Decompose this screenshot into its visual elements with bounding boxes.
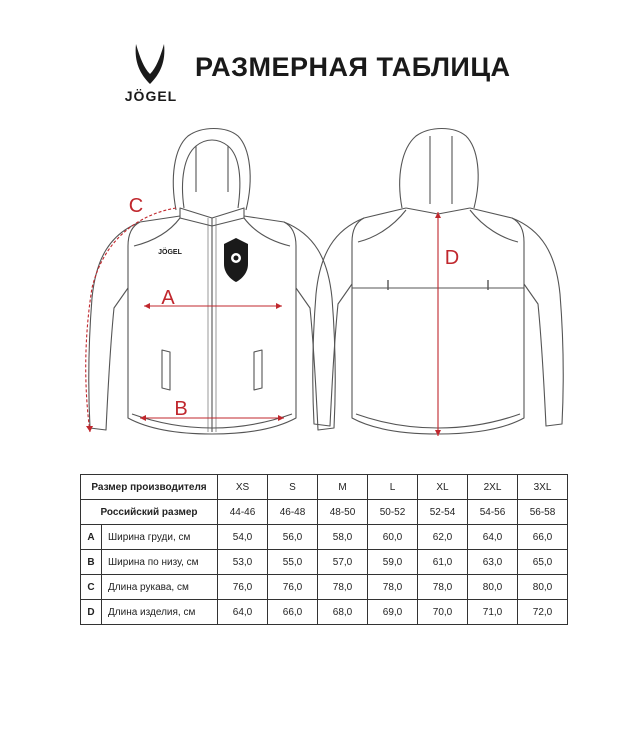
russian-size-cell: 56-58: [518, 500, 568, 525]
russian-size-cell: 48-50: [318, 500, 368, 525]
size-cell: M: [318, 475, 368, 500]
table-cell: 54,0: [218, 525, 268, 550]
front-jacket-outline: [89, 129, 336, 435]
table-cell: 80,0: [468, 575, 518, 600]
table-cell: 66,0: [268, 600, 318, 625]
jacket-drawing: [0, 118, 624, 458]
label-a: A: [161, 287, 175, 309]
size-cell: XS: [218, 475, 268, 500]
size-cell: S: [268, 475, 318, 500]
table-cell: 61,0: [418, 550, 468, 575]
size-table: [80, 474, 568, 625]
label-b: B: [174, 398, 188, 420]
emblem-icon: [224, 238, 248, 282]
row-code: B: [81, 550, 102, 575]
brand-name: JÖGEL: [124, 88, 178, 104]
row-name: Длина изделия, см: [102, 600, 218, 625]
russian-size-cell: 54-56: [468, 500, 518, 525]
table-cell: 72,0: [518, 600, 568, 625]
table-cell: 78,0: [368, 575, 418, 600]
table-row: [81, 575, 568, 600]
russian-size-cell: 46-48: [268, 500, 318, 525]
table-cell: 62,0: [418, 525, 468, 550]
row-name: Ширина груди, см: [102, 525, 218, 550]
table-cell: 76,0: [268, 575, 318, 600]
russian-size-row: [81, 500, 568, 525]
manufacturer-size-header: Размер производителя: [81, 475, 218, 500]
table-cell: 64,0: [468, 525, 518, 550]
table-cell: 56,0: [268, 525, 318, 550]
table-cell: 68,0: [318, 600, 368, 625]
table-cell: 55,0: [268, 550, 318, 575]
chest-logo-text: JÖGEL: [158, 249, 182, 256]
table-cell: 53,0: [218, 550, 268, 575]
row-name: Длина рукава, см: [102, 575, 218, 600]
measurement-lines: [86, 208, 438, 436]
row-code: C: [81, 575, 102, 600]
table-cell: 59,0: [368, 550, 418, 575]
size-cell: L: [368, 475, 418, 500]
table-cell: 60,0: [368, 525, 418, 550]
table-cell: 70,0: [418, 600, 468, 625]
russian-size-header: Российский размер: [81, 500, 218, 525]
table-cell: 78,0: [418, 575, 468, 600]
header: [0, 0, 624, 120]
table-cell: 63,0: [468, 550, 518, 575]
table-cell: 64,0: [218, 600, 268, 625]
table-cell: 80,0: [518, 575, 568, 600]
row-code: A: [81, 525, 102, 550]
russian-size-cell: 50-52: [368, 500, 418, 525]
table-cell: 57,0: [318, 550, 368, 575]
table-row: [81, 525, 568, 550]
size-cell: 2XL: [468, 475, 518, 500]
manufacturer-size-row: [81, 475, 568, 500]
table-cell: 76,0: [218, 575, 268, 600]
table-cell: 71,0: [468, 600, 518, 625]
table-row: [81, 550, 568, 575]
row-name: Ширина по низу, см: [102, 550, 218, 575]
russian-size-cell: 52-54: [418, 500, 468, 525]
table-cell: 65,0: [518, 550, 568, 575]
row-code: D: [81, 600, 102, 625]
table-cell: 78,0: [318, 575, 368, 600]
table-row: [81, 600, 568, 625]
table-cell: 69,0: [368, 600, 418, 625]
label-c: C: [128, 195, 144, 217]
size-cell: XL: [418, 475, 468, 500]
page-title: РАЗМЕРНАЯ ТАБЛИЦА: [195, 52, 511, 82]
label-d: D: [444, 247, 460, 269]
measure-c-line: [86, 208, 176, 432]
table-cell: 58,0: [318, 525, 368, 550]
table-cell: 66,0: [518, 525, 568, 550]
size-cell: 3XL: [518, 475, 568, 500]
russian-size-cell: 44-46: [218, 500, 268, 525]
